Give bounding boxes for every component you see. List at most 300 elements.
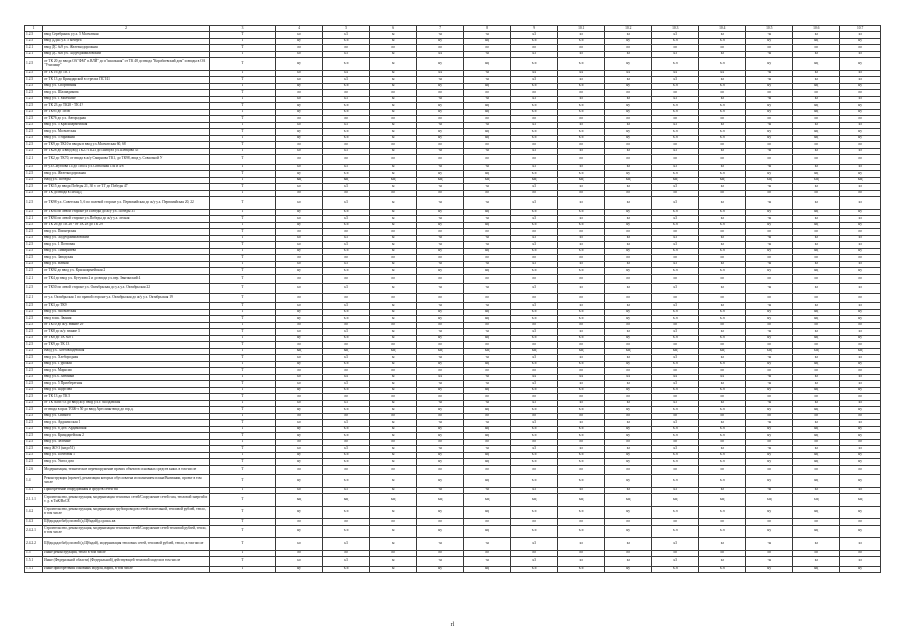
- value-cell: ьз: [558, 235, 605, 242]
- row-unit-cell: Т: [209, 109, 275, 116]
- value-cell: оо: [793, 368, 840, 375]
- value-cell: ъ.ч: [558, 452, 605, 459]
- value-cell: оо: [793, 394, 840, 401]
- row-description-cell: ввод у.х. 5 Приоберегная: [43, 381, 210, 388]
- row-unit-cell: Т: [209, 452, 275, 459]
- row-description-cell: от ТК9 до ТК10 и вводы в ввод у.х.Молчатская 60, 68: [43, 142, 210, 149]
- row-unit-cell: Т: [209, 45, 275, 52]
- value-cell: ьз: [840, 261, 881, 268]
- column-number-cell: 6: [370, 26, 417, 32]
- value-cell: ну: [840, 248, 881, 255]
- row-description-cell: ввод у.х. Почтовая 1: [43, 452, 210, 459]
- value-cell: ну: [417, 248, 464, 255]
- row-description-cell: ввод у.х. Заводская: [43, 255, 210, 262]
- column-number-cell: 3: [209, 26, 275, 32]
- value-cell: ьо: [276, 557, 323, 567]
- value-cell: оо: [605, 142, 652, 149]
- value-cell: -ы: [464, 303, 511, 310]
- column-number-cell: 5: [323, 26, 370, 32]
- value-cell: оо: [840, 322, 881, 329]
- row-code-cell: 1.2.5: [25, 400, 43, 407]
- value-cell: ъ.ч: [511, 459, 558, 466]
- column-number-cell: 7: [417, 26, 464, 32]
- row-unit-cell: Т: [209, 316, 275, 323]
- value-cell: ь3: [323, 164, 370, 171]
- value-cell: ъ.ч: [558, 309, 605, 316]
- value-cell: оо: [793, 293, 840, 303]
- value-cell: -ы: [746, 122, 793, 129]
- value-cell: ъ.ч: [511, 248, 558, 255]
- value-cell: ьз: [793, 96, 840, 103]
- value-cell: ы: [370, 538, 417, 551]
- value-cell: ьз: [558, 446, 605, 453]
- value-cell: оо: [699, 255, 746, 262]
- value-cell: -ы: [746, 32, 793, 39]
- row-unit-cell: Т: [209, 116, 275, 123]
- value-cell: ы: [370, 446, 417, 453]
- value-cell: оо: [840, 439, 881, 446]
- value-cell: ь3: [511, 381, 558, 388]
- value-cell: нц: [793, 407, 840, 414]
- page-number: rl: [450, 622, 455, 628]
- value-cell: -ы: [746, 329, 793, 336]
- value-cell: ъ.ч: [652, 129, 699, 136]
- row-code-cell: 1.4.1: [25, 487, 43, 494]
- value-cell: нц: [793, 58, 840, 71]
- value-cell: ь3: [652, 261, 699, 268]
- value-cell: оо: [276, 322, 323, 329]
- row-unit-cell: Т: [209, 216, 275, 223]
- value-cell: ъ.ч: [558, 459, 605, 466]
- value-cell: оо: [793, 322, 840, 329]
- row-code-cell: 1.2.5: [25, 335, 43, 342]
- value-cell: ьз: [793, 51, 840, 58]
- row-unit-cell: Т: [209, 83, 275, 90]
- value-cell: -ы: [746, 557, 793, 567]
- row-code-cell: 1.2.5: [25, 459, 43, 466]
- value-cell: оо: [746, 274, 793, 284]
- value-cell: оо: [746, 116, 793, 123]
- value-cell: ьщ: [605, 348, 652, 355]
- value-cell: ну: [417, 452, 464, 459]
- value-cell: ну: [605, 135, 652, 142]
- value-cell: оо: [511, 142, 558, 149]
- value-cell: ы: [370, 329, 417, 336]
- value-cell: оо: [464, 155, 511, 165]
- value-cell: оо: [417, 293, 464, 303]
- value-cell: ъ.ч: [323, 452, 370, 459]
- value-cell: ъ.ч: [699, 316, 746, 323]
- value-cell: нц: [464, 361, 511, 368]
- row-code-cell: 1.2.5: [25, 222, 43, 229]
- value-cell: нц: [464, 129, 511, 136]
- value-cell: оо: [464, 550, 511, 557]
- value-cell: оо: [417, 142, 464, 149]
- row-description-cell: от ТК 26 до ТК 28 - от ТК 28 до ТК 29: [43, 222, 210, 229]
- value-cell: ьз: [840, 51, 881, 58]
- value-cell: нц: [793, 209, 840, 216]
- value-cell: ьз: [699, 355, 746, 362]
- value-cell: оо: [464, 293, 511, 303]
- value-cell: ну: [276, 109, 323, 116]
- value-cell: оо: [370, 439, 417, 446]
- row-code-cell: 1.2.5: [25, 164, 43, 171]
- row-code-cell: 1.2.5: [25, 248, 43, 255]
- value-cell: оо: [652, 116, 699, 123]
- value-cell: ъ.ч: [323, 566, 370, 573]
- value-cell: оо: [323, 550, 370, 557]
- value-cell: оо: [511, 322, 558, 329]
- value-cell: оо: [699, 342, 746, 349]
- value-cell: оо: [699, 155, 746, 165]
- value-cell: оо: [840, 255, 881, 262]
- column-number-cell: 9: [511, 26, 558, 32]
- value-cell: ьщ: [840, 177, 881, 184]
- value-cell: ы: [370, 420, 417, 427]
- row-description-cell: Ввод у.х. Хоттовладевская: [43, 348, 210, 355]
- value-cell: оо: [558, 368, 605, 375]
- value-cell: оо: [370, 519, 417, 526]
- value-cell: оо: [511, 342, 558, 349]
- value-cell: ьз: [840, 557, 881, 567]
- value-cell: -ы: [746, 51, 793, 58]
- value-cell: ьо: [276, 70, 323, 77]
- value-cell: нц: [464, 248, 511, 255]
- value-cell: ьз: [699, 32, 746, 39]
- value-cell: ьз: [699, 164, 746, 171]
- value-cell: оо: [417, 229, 464, 236]
- value-cell: ьщ: [511, 348, 558, 355]
- row-code-cell: 1.2.5: [25, 103, 43, 110]
- value-cell: оо: [464, 45, 511, 52]
- value-cell: ьз: [605, 329, 652, 336]
- row-code-cell: 1.4.2: [25, 506, 43, 519]
- value-cell: ъ.ч: [558, 525, 605, 538]
- value-cell: ьз: [840, 184, 881, 191]
- value-cell: нц: [793, 452, 840, 459]
- row-description-cell: от ТК4 до ввод у.х. Кутузова 2 и до ввода у.х.пер. Звягинский 4: [43, 274, 210, 284]
- value-cell: ъ.ч: [652, 387, 699, 394]
- value-cell: ы: [370, 148, 417, 155]
- value-cell: оо: [417, 155, 464, 165]
- value-cell: оо: [746, 342, 793, 349]
- value-cell: ьз: [793, 235, 840, 242]
- value-cell: ьз: [793, 420, 840, 427]
- value-cell: оо: [699, 439, 746, 446]
- row-description-cell: от ТК 16 до ТК 1: [43, 70, 210, 77]
- value-cell: ы: [370, 426, 417, 433]
- value-cell: оо: [370, 394, 417, 401]
- table-row: [25, 557, 881, 567]
- row-description-cell: Ввод у.х. Победы: [43, 177, 210, 184]
- row-unit-cell: Т: [209, 487, 275, 494]
- value-cell: ну: [276, 58, 323, 71]
- value-cell: ь3: [323, 148, 370, 155]
- value-cell: -ы: [464, 487, 511, 494]
- value-cell: -ы: [746, 355, 793, 362]
- value-cell: ъ.ч: [511, 135, 558, 142]
- value-cell: ну: [840, 38, 881, 45]
- value-cell: ьо: [276, 303, 323, 310]
- value-cell: ну: [605, 58, 652, 71]
- row-code-cell: 1.2.5: [25, 235, 43, 242]
- value-cell: оо: [276, 465, 323, 475]
- row-code-cell: 1.2.5: [25, 407, 43, 414]
- value-cell: -ы: [464, 216, 511, 223]
- value-cell: -ы: [417, 420, 464, 427]
- value-cell: ъ.ч: [323, 335, 370, 342]
- column-number-cell: 1: [25, 26, 43, 32]
- value-cell: ъ.ч: [323, 129, 370, 136]
- value-cell: нц: [793, 38, 840, 45]
- value-cell: ь3: [652, 184, 699, 191]
- value-cell: ьз: [605, 303, 652, 310]
- value-cell: ну: [840, 566, 881, 573]
- value-cell: ь3: [652, 355, 699, 362]
- value-cell: ьо: [276, 400, 323, 407]
- value-cell: ъ.ч: [652, 103, 699, 110]
- value-cell: оо: [840, 274, 881, 284]
- value-cell: оо: [793, 229, 840, 236]
- value-cell: ьщ: [323, 348, 370, 355]
- value-cell: оо: [323, 255, 370, 262]
- value-cell: ы: [370, 242, 417, 249]
- value-cell: оо: [746, 155, 793, 165]
- value-cell: ьз: [840, 216, 881, 223]
- value-cell: оо: [323, 190, 370, 197]
- row-description-cell: от ТК10 до ж/у. звание 29: [43, 322, 210, 329]
- value-cell: оо: [746, 229, 793, 236]
- value-cell: нц: [793, 433, 840, 440]
- column-number-cell: 10.1: [558, 26, 605, 32]
- value-cell: ъ.ч: [511, 407, 558, 414]
- value-cell: оо: [511, 274, 558, 284]
- value-cell: ъ.ч: [652, 361, 699, 368]
- value-cell: -ы: [417, 557, 464, 567]
- row-unit-cell: Т: [209, 248, 275, 255]
- value-cell: ы: [370, 197, 417, 210]
- row-unit-cell: Т: [209, 329, 275, 336]
- value-cell: ъ.ч: [699, 387, 746, 394]
- table-row: [25, 506, 881, 519]
- value-cell: оо: [699, 465, 746, 475]
- value-cell: оо: [323, 342, 370, 349]
- row-unit-cell: Т: [209, 222, 275, 229]
- row-description-cell: ввод у.х. Уктол дом: [43, 459, 210, 466]
- value-cell: ьз: [699, 216, 746, 223]
- row-unit-cell: Т: [209, 177, 275, 184]
- value-cell: нц: [464, 426, 511, 433]
- value-cell: ьз: [558, 96, 605, 103]
- value-cell: ъ.ч: [323, 171, 370, 178]
- value-cell: нц: [464, 58, 511, 71]
- row-code-cell: 1.2.5: [25, 135, 43, 142]
- value-cell: ьз: [699, 487, 746, 494]
- value-cell: ы: [370, 70, 417, 77]
- value-cell: ьз: [840, 77, 881, 84]
- row-description-cell: Иные (Федеральной области) (Федеральной) действующей тепловой модели в том числе: [43, 557, 210, 567]
- row-description-cell: Щбдкдадасбабд полюй (д.Щбадай), модернизация тепловых сетей, тепловой рублей, тепло, в том числе: [43, 538, 210, 551]
- table-row: [25, 197, 881, 210]
- value-cell: ъ.ч: [652, 38, 699, 45]
- value-cell: -ы: [746, 184, 793, 191]
- value-cell: ьо: [276, 242, 323, 249]
- value-cell: ьз: [840, 446, 881, 453]
- value-cell: ну: [746, 109, 793, 116]
- value-cell: оо: [370, 550, 417, 557]
- value-cell: ь3: [652, 538, 699, 551]
- value-cell: ьо: [276, 420, 323, 427]
- value-cell: ну: [840, 407, 881, 414]
- value-cell: ну: [840, 109, 881, 116]
- value-cell: ьз: [699, 235, 746, 242]
- value-cell: оо: [605, 342, 652, 349]
- value-cell: ну: [276, 506, 323, 519]
- value-cell: ъ.ч: [652, 433, 699, 440]
- value-cell: нц: [793, 248, 840, 255]
- value-cell: ьз: [605, 242, 652, 249]
- value-cell: ьз: [699, 446, 746, 453]
- table-row: [25, 566, 881, 573]
- row-code-cell: 1.5: [25, 550, 43, 557]
- value-cell: -ы: [417, 446, 464, 453]
- row-description-cell: ввод у.х.х. Заёмный: [43, 374, 210, 381]
- value-cell: ь3: [323, 77, 370, 84]
- value-cell: ну: [417, 335, 464, 342]
- value-cell: ь3: [323, 216, 370, 223]
- value-cell: оо: [652, 255, 699, 262]
- value-cell: оо: [464, 342, 511, 349]
- column-number-cell: 10.3: [652, 26, 699, 32]
- row-description-cell: от ТК15 до ввода Победы 21, 30 т. от ТГ до Победы 47: [43, 184, 210, 191]
- row-description-cell: ввод у.х. Марксии: [43, 368, 210, 375]
- value-cell: ъ.ч: [323, 316, 370, 323]
- value-cell: оо: [511, 439, 558, 446]
- value-cell: ьз: [605, 164, 652, 171]
- value-cell: нц: [464, 222, 511, 229]
- row-description-cell: ввод у.х. 5 гаражная: [43, 135, 210, 142]
- value-cell: ну: [276, 459, 323, 466]
- value-cell: оо: [464, 190, 511, 197]
- row-description-cell: от ТК2 до ТК70, от ввода в ж/у Смирнова ТК1, до ТК98, ввод у. Совхозной У: [43, 155, 210, 165]
- value-cell: ъ.ч: [699, 335, 746, 342]
- row-code-cell: 1.2.5: [25, 77, 43, 84]
- value-cell: оо: [276, 155, 323, 165]
- value-cell: ну: [840, 135, 881, 142]
- table-row: [25, 58, 881, 71]
- value-cell: ъ.ч: [699, 525, 746, 538]
- value-cell: ъ.ч: [323, 525, 370, 538]
- value-cell: ьщ: [417, 177, 464, 184]
- value-cell: ъ.ч: [558, 129, 605, 136]
- value-cell: оо: [746, 255, 793, 262]
- value-cell: ьз: [793, 487, 840, 494]
- row-description-cell: ввод у.х. Молчатская: [43, 129, 210, 136]
- table-row: [25, 155, 881, 165]
- row-description-cell: Иные реконструкции, тепло в том числе: [43, 550, 210, 557]
- value-cell: ы: [370, 103, 417, 110]
- value-cell: -ы: [417, 487, 464, 494]
- value-cell: -ы: [417, 242, 464, 249]
- value-cell: нц: [793, 459, 840, 466]
- value-cell: ьз: [558, 148, 605, 155]
- row-unit-cell: Т: [209, 394, 275, 401]
- value-cell: ну: [840, 268, 881, 275]
- value-cell: ьщ: [276, 494, 323, 507]
- row-unit-cell: Т: [209, 90, 275, 97]
- value-cell: ьз: [558, 216, 605, 223]
- value-cell: ъ.ч: [558, 433, 605, 440]
- value-cell: ьз: [840, 381, 881, 388]
- value-cell: ьо: [276, 487, 323, 494]
- value-cell: ъ.ч: [511, 566, 558, 573]
- value-cell: ьз: [699, 400, 746, 407]
- value-cell: ь3: [652, 216, 699, 223]
- value-cell: ь3: [652, 242, 699, 249]
- row-code-cell: 1.2.1: [25, 51, 43, 58]
- value-cell: ь3: [511, 284, 558, 294]
- value-cell: оо: [793, 550, 840, 557]
- value-cell: ы: [370, 433, 417, 440]
- value-cell: нц: [464, 309, 511, 316]
- value-cell: ъ.ч: [699, 38, 746, 45]
- value-cell: оо: [652, 293, 699, 303]
- value-cell: ьщ: [558, 348, 605, 355]
- value-cell: оо: [417, 550, 464, 557]
- value-cell: ы: [370, 268, 417, 275]
- value-cell: ь3: [511, 420, 558, 427]
- value-cell: ну: [605, 506, 652, 519]
- value-cell: ну: [605, 566, 652, 573]
- value-cell: оо: [511, 229, 558, 236]
- value-cell: оо: [605, 116, 652, 123]
- value-cell: оо: [652, 142, 699, 149]
- row-description-cell: ввод у.х. Зелёные: [43, 439, 210, 446]
- value-cell: оо: [793, 519, 840, 526]
- value-cell: ьз: [558, 32, 605, 39]
- value-cell: -ы: [417, 235, 464, 242]
- row-description-cell: от ТК3 до ТК9: [43, 303, 210, 310]
- value-cell: ь3: [511, 51, 558, 58]
- value-cell: оо: [464, 394, 511, 401]
- value-cell: ъ.ч: [699, 459, 746, 466]
- value-cell: ъ.ч: [558, 426, 605, 433]
- value-cell: -ы: [464, 122, 511, 129]
- value-cell: ъ.ч: [699, 171, 746, 178]
- value-cell: ъ.ч: [652, 475, 699, 488]
- value-cell: ьз: [793, 148, 840, 155]
- row-code-cell: 1.2.6: [25, 465, 43, 475]
- value-cell: ьщ: [323, 177, 370, 184]
- value-cell: оо: [605, 519, 652, 526]
- row-unit-cell: Т: [209, 148, 275, 155]
- value-cell: ь3: [323, 32, 370, 39]
- value-cell: оо: [558, 229, 605, 236]
- row-description-cell: Реконструкция (прочее), реализация которых обусловлена исполнением плана/Вызвании, проект в том числе: [43, 475, 210, 488]
- row-code-cell: 1.2.5: [25, 209, 43, 216]
- row-code-cell: 1.2.5: [25, 329, 43, 336]
- row-unit-cell: Т: [209, 32, 275, 39]
- column-number-cell: 10.2: [605, 26, 652, 32]
- value-cell: оо: [276, 90, 323, 97]
- row-description-cell: от ТК92 до ввод у.х. Красноармейская 2: [43, 268, 210, 275]
- value-cell: нц: [464, 171, 511, 178]
- value-cell: ъ.ч: [652, 566, 699, 573]
- value-cell: оо: [746, 190, 793, 197]
- value-cell: ьз: [558, 538, 605, 551]
- value-cell: оо: [699, 45, 746, 52]
- value-cell: ы: [370, 216, 417, 223]
